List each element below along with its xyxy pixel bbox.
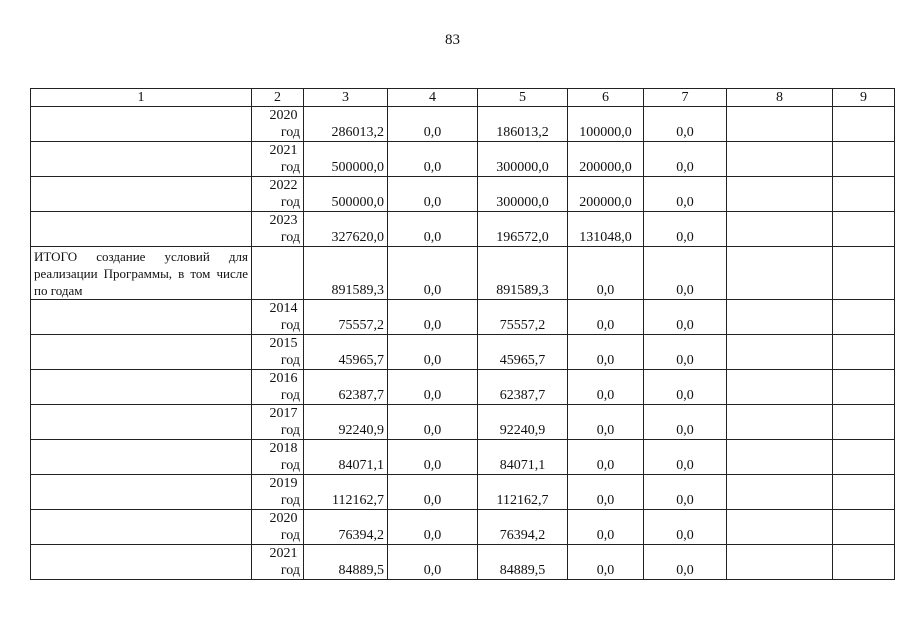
row-label-cell xyxy=(31,370,252,405)
value-cell-col-4: 0,0 xyxy=(388,510,478,545)
value-cell-col-5: 186013,2 xyxy=(478,107,568,142)
table-row xyxy=(31,107,895,142)
value-cell-col-4: 0,0 xyxy=(388,177,478,212)
value-cell-col-6: 0,0 xyxy=(568,510,644,545)
value-cell-col-6: 0,0 xyxy=(568,370,644,405)
value-cell-col-5: 45965,7 xyxy=(478,335,568,370)
value-cell-col-4: 0,0 xyxy=(388,247,478,300)
value-cell-col-4: 0,0 xyxy=(388,545,478,580)
year-value: 2021 xyxy=(269,143,298,158)
year-cell xyxy=(252,510,304,545)
value-cell-col-3: 45965,7 xyxy=(304,335,388,370)
row-label-cell xyxy=(31,300,252,335)
year-value: 2022 xyxy=(269,178,298,193)
year-cell xyxy=(252,545,304,580)
year-cell xyxy=(252,212,304,247)
year-value: 2015 xyxy=(269,336,298,351)
value-cell-col-9 xyxy=(833,212,895,247)
value-cell-col-8 xyxy=(727,545,833,580)
value-cell-col-7: 0,0 xyxy=(644,545,727,580)
value-cell-col-4: 0,0 xyxy=(388,475,478,510)
value-cell-col-9 xyxy=(833,142,895,177)
value-cell-col-7: 0,0 xyxy=(644,247,727,300)
value-cell-col-3: 327620,0 xyxy=(304,212,388,247)
year-value: 2021 xyxy=(269,546,298,561)
page-number: 83 xyxy=(445,32,460,48)
value-cell-col-9 xyxy=(833,370,895,405)
value-cell-col-8 xyxy=(727,247,833,300)
value-cell-col-5: 75557,2 xyxy=(478,300,568,335)
value-cell-col-4: 0,0 xyxy=(388,370,478,405)
year-unit: год xyxy=(280,388,300,403)
value-cell-col-7: 0,0 xyxy=(644,300,727,335)
year-value: 2020 xyxy=(269,108,298,123)
value-cell-col-9 xyxy=(833,475,895,510)
year-unit: год xyxy=(280,230,300,245)
value-cell-col-4: 0,0 xyxy=(388,107,478,142)
column-header: 7 xyxy=(644,89,727,107)
value-cell-col-3: 75557,2 xyxy=(304,300,388,335)
value-cell-col-5: 112162,7 xyxy=(478,475,568,510)
year-value: 2016 xyxy=(269,371,298,386)
value-cell-col-8 xyxy=(727,335,833,370)
value-cell-col-3: 76394,2 xyxy=(304,510,388,545)
column-header: 2 xyxy=(252,89,304,107)
value-cell-col-7: 0,0 xyxy=(644,370,727,405)
row-label-cell xyxy=(31,440,252,475)
value-cell-col-5: 92240,9 xyxy=(478,405,568,440)
value-cell-col-5: 891589,3 xyxy=(478,247,568,300)
value-cell-col-6: 131048,0 xyxy=(568,212,644,247)
value-cell-col-3: 286013,2 xyxy=(304,107,388,142)
value-cell-col-6: 0,0 xyxy=(568,247,644,300)
value-cell-col-8 xyxy=(727,142,833,177)
year-cell xyxy=(252,370,304,405)
column-header: 4 xyxy=(388,89,478,107)
value-cell-col-3: 84071,1 xyxy=(304,440,388,475)
value-cell-col-7: 0,0 xyxy=(644,440,727,475)
year-cell xyxy=(252,440,304,475)
value-cell-col-7: 0,0 xyxy=(644,405,727,440)
value-cell-col-7: 0,0 xyxy=(644,107,727,142)
row-label-cell xyxy=(31,510,252,545)
value-cell-col-7: 0,0 xyxy=(644,510,727,545)
value-cell-col-8 xyxy=(727,212,833,247)
value-cell-col-8 xyxy=(727,300,833,335)
table-row xyxy=(31,300,895,335)
year-value: 2019 xyxy=(269,476,298,491)
column-header: 9 xyxy=(833,89,895,107)
table-row xyxy=(31,475,895,510)
row-label: ИТОГО создание условий для реализации Программы, в том числе по годам xyxy=(34,249,248,298)
value-cell-col-5: 300000,0 xyxy=(478,142,568,177)
value-cell-col-3: 500000,0 xyxy=(304,177,388,212)
value-cell-col-8 xyxy=(727,510,833,545)
value-cell-col-4: 0,0 xyxy=(388,335,478,370)
value-cell-col-9 xyxy=(833,405,895,440)
row-label-cell xyxy=(31,405,252,440)
value-cell-col-3: 112162,7 xyxy=(304,475,388,510)
value-cell-col-9 xyxy=(833,545,895,580)
value-cell-col-6: 0,0 xyxy=(568,545,644,580)
year-value: 2014 xyxy=(269,301,298,316)
row-label-cell xyxy=(31,177,252,212)
year-unit: год xyxy=(280,528,300,543)
year-cell xyxy=(252,142,304,177)
value-cell-col-9 xyxy=(833,300,895,335)
column-header: 8 xyxy=(727,89,833,107)
value-cell-col-5: 62387,7 xyxy=(478,370,568,405)
column-header: 1 xyxy=(31,89,252,107)
year-value: 2017 xyxy=(269,406,298,421)
value-cell-col-7: 0,0 xyxy=(644,335,727,370)
table-row xyxy=(31,440,895,475)
row-label-cell xyxy=(31,142,252,177)
value-cell-col-3: 92240,9 xyxy=(304,405,388,440)
value-cell-col-6: 0,0 xyxy=(568,335,644,370)
value-cell-col-7: 0,0 xyxy=(644,177,727,212)
value-cell-col-9 xyxy=(833,247,895,300)
header-row xyxy=(31,89,895,107)
year-value: 2018 xyxy=(269,441,298,456)
year-cell xyxy=(252,177,304,212)
value-cell-col-6: 100000,0 xyxy=(568,107,644,142)
value-cell-col-5: 84889,5 xyxy=(478,545,568,580)
value-cell-col-3: 891589,3 xyxy=(304,247,388,300)
year-cell xyxy=(252,405,304,440)
value-cell-col-6: 200000,0 xyxy=(568,177,644,212)
year-unit: год xyxy=(280,493,300,508)
value-cell-col-5: 196572,0 xyxy=(478,212,568,247)
value-cell-col-5: 300000,0 xyxy=(478,177,568,212)
value-cell-col-3: 500000,0 xyxy=(304,142,388,177)
year-unit: год xyxy=(280,125,300,140)
year-unit: год xyxy=(280,458,300,473)
year-unit: год xyxy=(280,563,300,578)
row-label-cell xyxy=(31,247,252,300)
value-cell-col-8 xyxy=(727,405,833,440)
value-cell-col-5: 84071,1 xyxy=(478,440,568,475)
year-value: 2020 xyxy=(269,511,298,526)
value-cell-col-9 xyxy=(833,440,895,475)
value-cell-col-3: 84889,5 xyxy=(304,545,388,580)
year-cell xyxy=(252,335,304,370)
row-label-cell xyxy=(31,107,252,142)
value-cell-col-9 xyxy=(833,510,895,545)
year-unit: год xyxy=(280,318,300,333)
year-unit: год xyxy=(280,423,300,438)
value-cell-col-7: 0,0 xyxy=(644,475,727,510)
row-label-cell xyxy=(31,212,252,247)
value-cell-col-9 xyxy=(833,177,895,212)
value-cell-col-8 xyxy=(727,177,833,212)
value-cell-col-4: 0,0 xyxy=(388,212,478,247)
year-cell xyxy=(252,300,304,335)
value-cell-col-5: 76394,2 xyxy=(478,510,568,545)
row-label-cell xyxy=(31,475,252,510)
value-cell-col-7: 0,0 xyxy=(644,142,727,177)
value-cell-col-7: 0,0 xyxy=(644,212,727,247)
table-row xyxy=(31,335,895,370)
value-cell-col-8 xyxy=(727,370,833,405)
value-cell-col-6: 0,0 xyxy=(568,440,644,475)
value-cell-col-8 xyxy=(727,107,833,142)
value-cell-col-4: 0,0 xyxy=(388,300,478,335)
year-cell xyxy=(252,475,304,510)
row-label-cell xyxy=(31,545,252,580)
column-header: 5 xyxy=(478,89,568,107)
value-cell-col-8 xyxy=(727,475,833,510)
budget-table xyxy=(30,88,895,580)
table-row xyxy=(31,510,895,545)
value-cell-col-9 xyxy=(833,335,895,370)
year-unit: год xyxy=(280,353,300,368)
table-row xyxy=(31,545,895,580)
value-cell-col-3: 62387,7 xyxy=(304,370,388,405)
table-row xyxy=(31,177,895,212)
table-row xyxy=(31,405,895,440)
column-header: 3 xyxy=(304,89,388,107)
year-value: 2023 xyxy=(269,213,298,228)
table-row xyxy=(31,212,895,247)
value-cell-col-6: 0,0 xyxy=(568,475,644,510)
value-cell-col-6: 0,0 xyxy=(568,300,644,335)
value-cell-col-6: 0,0 xyxy=(568,405,644,440)
year-cell xyxy=(252,107,304,142)
row-label-cell xyxy=(31,335,252,370)
value-cell-col-4: 0,0 xyxy=(388,142,478,177)
year-cell xyxy=(252,247,304,300)
value-cell-col-8 xyxy=(727,440,833,475)
value-cell-col-9 xyxy=(833,107,895,142)
year-unit: год xyxy=(280,160,300,175)
year-unit: год xyxy=(280,195,300,210)
value-cell-col-6: 200000,0 xyxy=(568,142,644,177)
column-header: 6 xyxy=(568,89,644,107)
value-cell-col-4: 0,0 xyxy=(388,405,478,440)
table-row xyxy=(31,370,895,405)
table-row-total xyxy=(31,247,895,300)
value-cell-col-4: 0,0 xyxy=(388,440,478,475)
table-row xyxy=(31,142,895,177)
